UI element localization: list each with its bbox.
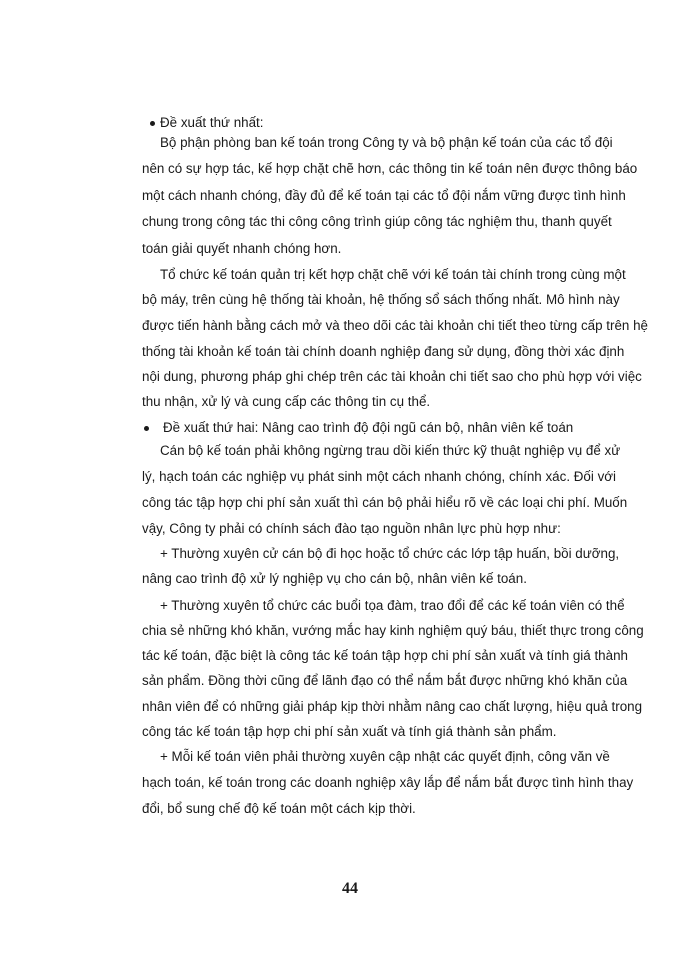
text-line: + Thường xuyên cử cán bộ đi học hoặc tổ chức các lớp tập huấn, bồi dưỡng, xyxy=(160,546,620,561)
text-line: + Thường xuyên tổ chức các buổi tọa đàm, trao đổi để các kế toán viên có thể xyxy=(160,598,625,613)
text-line: sản phẩm. Đồng thời cũng để lãnh đạo có thể nắm bắt được những khó khăn của xyxy=(142,673,628,688)
text-line: chung trong công tác thi công công trình giúp công tác nghiệm thu, thanh quyết xyxy=(142,214,612,229)
text-line: chia sẻ những khó khăn, vướng mắc hay kinh nghiệm quý báu, thiết thực trong công xyxy=(142,623,644,638)
text-line: công tác tập hợp chi phí sản xuất thì cán bộ phải hiểu rõ về các loại chi phí. Muốn xyxy=(142,495,628,510)
text-line: nâng cao trình độ xử lý nghiệp vụ cho cán bộ, nhân viên kế toán. xyxy=(142,571,527,586)
text-line: một cách nhanh chóng, đầy đủ để kế toán tại các tổ đội nắm vững được tình hình xyxy=(142,188,626,203)
heading-proposal-2: Đề xuất thứ hai: Nâng cao trình độ đội ngũ cán bộ, nhân viên kế toán xyxy=(163,420,574,435)
page-number: 44 xyxy=(342,880,358,897)
text-line: vậy, Công ty phải có chính sách đào tạo nguồn nhân lực phù hợp như: xyxy=(142,521,561,536)
text-line: tác kế toán, đặc biệt là công tác kế toán tập hợp chi phí sản xuất và tính giá thành xyxy=(142,648,628,663)
heading-proposal-1: Đề xuất thứ nhất: xyxy=(160,115,264,130)
text-line: Cán bộ kế toán phải không ngừng trau dồi kiến thức kỹ thuật nghiệp vụ để xử xyxy=(160,443,621,458)
text-line: Tổ chức kế toán quản trị kết hợp chặt chẽ với kế toán tài chính trong cùng một xyxy=(160,267,626,282)
text-line: nên có sự hợp tác, kế hợp chặt chẽ hơn, các thông tin kế toán nên được thông báo xyxy=(142,161,638,176)
text-line: bộ máy, trên cùng hệ thống tài khoản, hệ thống sổ sách thống nhất. Mô hình này xyxy=(142,292,620,307)
bullet-1 xyxy=(150,121,155,126)
bullet-2 xyxy=(144,426,149,431)
text-line: Bộ phận phòng ban kế toán trong Công ty và bộ phận kế toán của các tổ đội xyxy=(160,135,613,150)
text-line: thu nhận, xử lý và cung cấp các thông tin cụ thể. xyxy=(142,394,431,409)
text-line: + Mỗi kế toán viên phải thường xuyên cập nhật các quyết định, công văn về xyxy=(160,749,610,764)
text-line: nội dung, phương pháp ghi chép trên các tài khoản chi tiết sao cho phù hợp với việc xyxy=(142,369,642,384)
text-line: được tiến hành bằng cách mở và theo dõi các tài khoản chi tiết theo từng cấp trên hệ xyxy=(142,318,648,333)
text-line: đổi, bổ sung chế độ kế toán một cách kịp thời. xyxy=(142,801,416,816)
text-line: thống tài khoản kế toán tài chính doanh nghiệp đang sử dụng, đồng thời xác định xyxy=(142,344,625,359)
text-line: hạch toán, kế toán trong các doanh nghiệp xây lắp để nắm bắt được tình hình thay xyxy=(142,775,634,790)
text-line: lý, hạch toán các nghiệp vụ phát sinh một cách nhanh chóng, chính xác. Đối với xyxy=(142,469,617,484)
text-line: toán giải quyết nhanh chóng hơn. xyxy=(142,241,342,256)
text-line: nhân viên để có những giải pháp kịp thời nhằm nâng cao chất lượng, hiệu quả trong xyxy=(142,699,643,714)
text-line: công tác kế toán tập hợp chi phí sản xuất và tính giá thành sản phẩm. xyxy=(142,724,557,739)
